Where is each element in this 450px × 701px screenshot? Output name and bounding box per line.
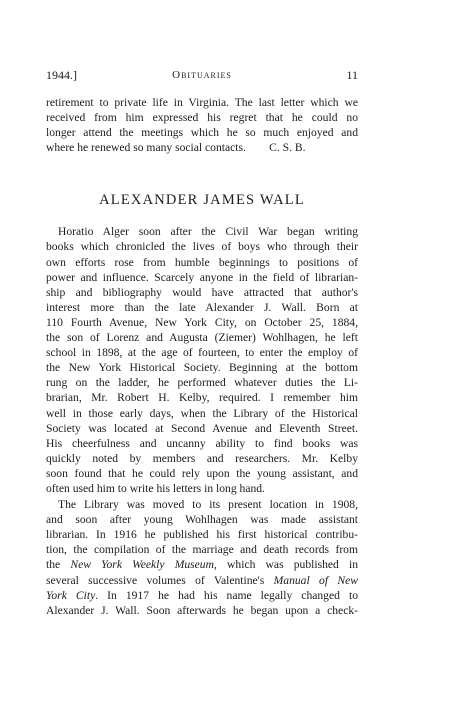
- text-line: own efforts rose from humble beginnings to positions of: [46, 255, 358, 269]
- text-line: [46, 557, 358, 572]
- paragraph-2: [46, 497, 358, 618]
- text-line: The Library was moved to its present location in 1908,: [58, 498, 358, 512]
- running-head-year: 1944.]: [46, 68, 77, 82]
- text-line: received from him expressed his regret that he could no: [46, 111, 358, 125]
- document-page: [46, 68, 358, 618]
- text-line: 110 Fourth Avenue, New York City, on October 25, 1884,: [46, 315, 358, 329]
- running-head: [46, 68, 358, 86]
- text-line: the New York Historical Society. Beginning at the bottom: [46, 361, 358, 375]
- text-line: interest more than the late Alexander J. Wall. Born at: [46, 300, 358, 314]
- text-line: power and influence. Scarcely anyone in the field of librarian-: [46, 270, 358, 284]
- text-fragment: , which was published in: [213, 558, 359, 572]
- text-fragment: the: [46, 558, 71, 572]
- text-line: and soon after young Wohlhagen was made assistant: [46, 513, 358, 527]
- text-line: [46, 573, 358, 588]
- text-line: brarian, Mr. Robert H. Kelby, required. I remember him: [46, 391, 358, 405]
- text-line: the son of Lorenz and Augusta (Ziemer) Wohlhagen, he left: [46, 331, 358, 345]
- text-line: rung on the ladder, he performed whatever duties the Li-: [46, 376, 358, 390]
- text-line: school in 1898, at the age of fourteen, to enter the employ of: [46, 346, 358, 360]
- italic-title-manual-cont: York City: [46, 588, 96, 602]
- text-line: Horatio Alger soon after the Civil War began writing: [58, 225, 358, 239]
- text-fragment: . In 1917 he had his name legally changed to: [95, 588, 358, 602]
- obituary-heading: ALEXANDER JAMES WALL: [99, 192, 305, 209]
- text-line: often used him to write his letters in long hand.: [46, 481, 265, 495]
- text-line: books which chronicled the lives of boys who through their: [46, 240, 358, 254]
- italic-title-manual: Manual of New: [273, 573, 358, 587]
- text-fragment: several successive volumes of Valentine's: [46, 573, 274, 587]
- text-line: retirement to private life in Virginia. The last letter which we: [46, 96, 358, 109]
- text-line: well in those early days, when the Library of the Historical: [46, 406, 358, 420]
- text-line: Society was located at Second Avenue and Eleventh Street.: [46, 421, 358, 435]
- text-line: librarian. In 1916 he published his first historical contribu-: [46, 528, 358, 542]
- text-line: Alexander J. Wall. Soon afterwards he began upon a check-: [46, 603, 358, 617]
- running-head-title: Obituaries: [172, 69, 232, 81]
- previous-obituary-ending: [46, 95, 358, 155]
- italic-title-weekly-museum: New York Weekly Museum: [70, 558, 214, 572]
- text-line: quickly noted by members and researchers. Mr. Kelby: [46, 451, 358, 465]
- text-line: soon found that he could rely upon the young assistant, and: [46, 466, 358, 480]
- text-line: ship and bibliography would have attracted that author's: [46, 285, 358, 299]
- text-line: longer attend the meetings which he so much enjoyed and: [46, 126, 358, 140]
- paragraph-1: [46, 224, 358, 496]
- page-number: 11: [346, 68, 358, 82]
- text-line: His cheerfulness and uncanny ability to find books was: [46, 436, 358, 450]
- text-line: [46, 588, 358, 603]
- text-line-with-signature: where he renewed so many social contacts. C. S. B.: [46, 141, 306, 155]
- text-line: tion, the compilation of the marriage and death records from: [46, 543, 358, 557]
